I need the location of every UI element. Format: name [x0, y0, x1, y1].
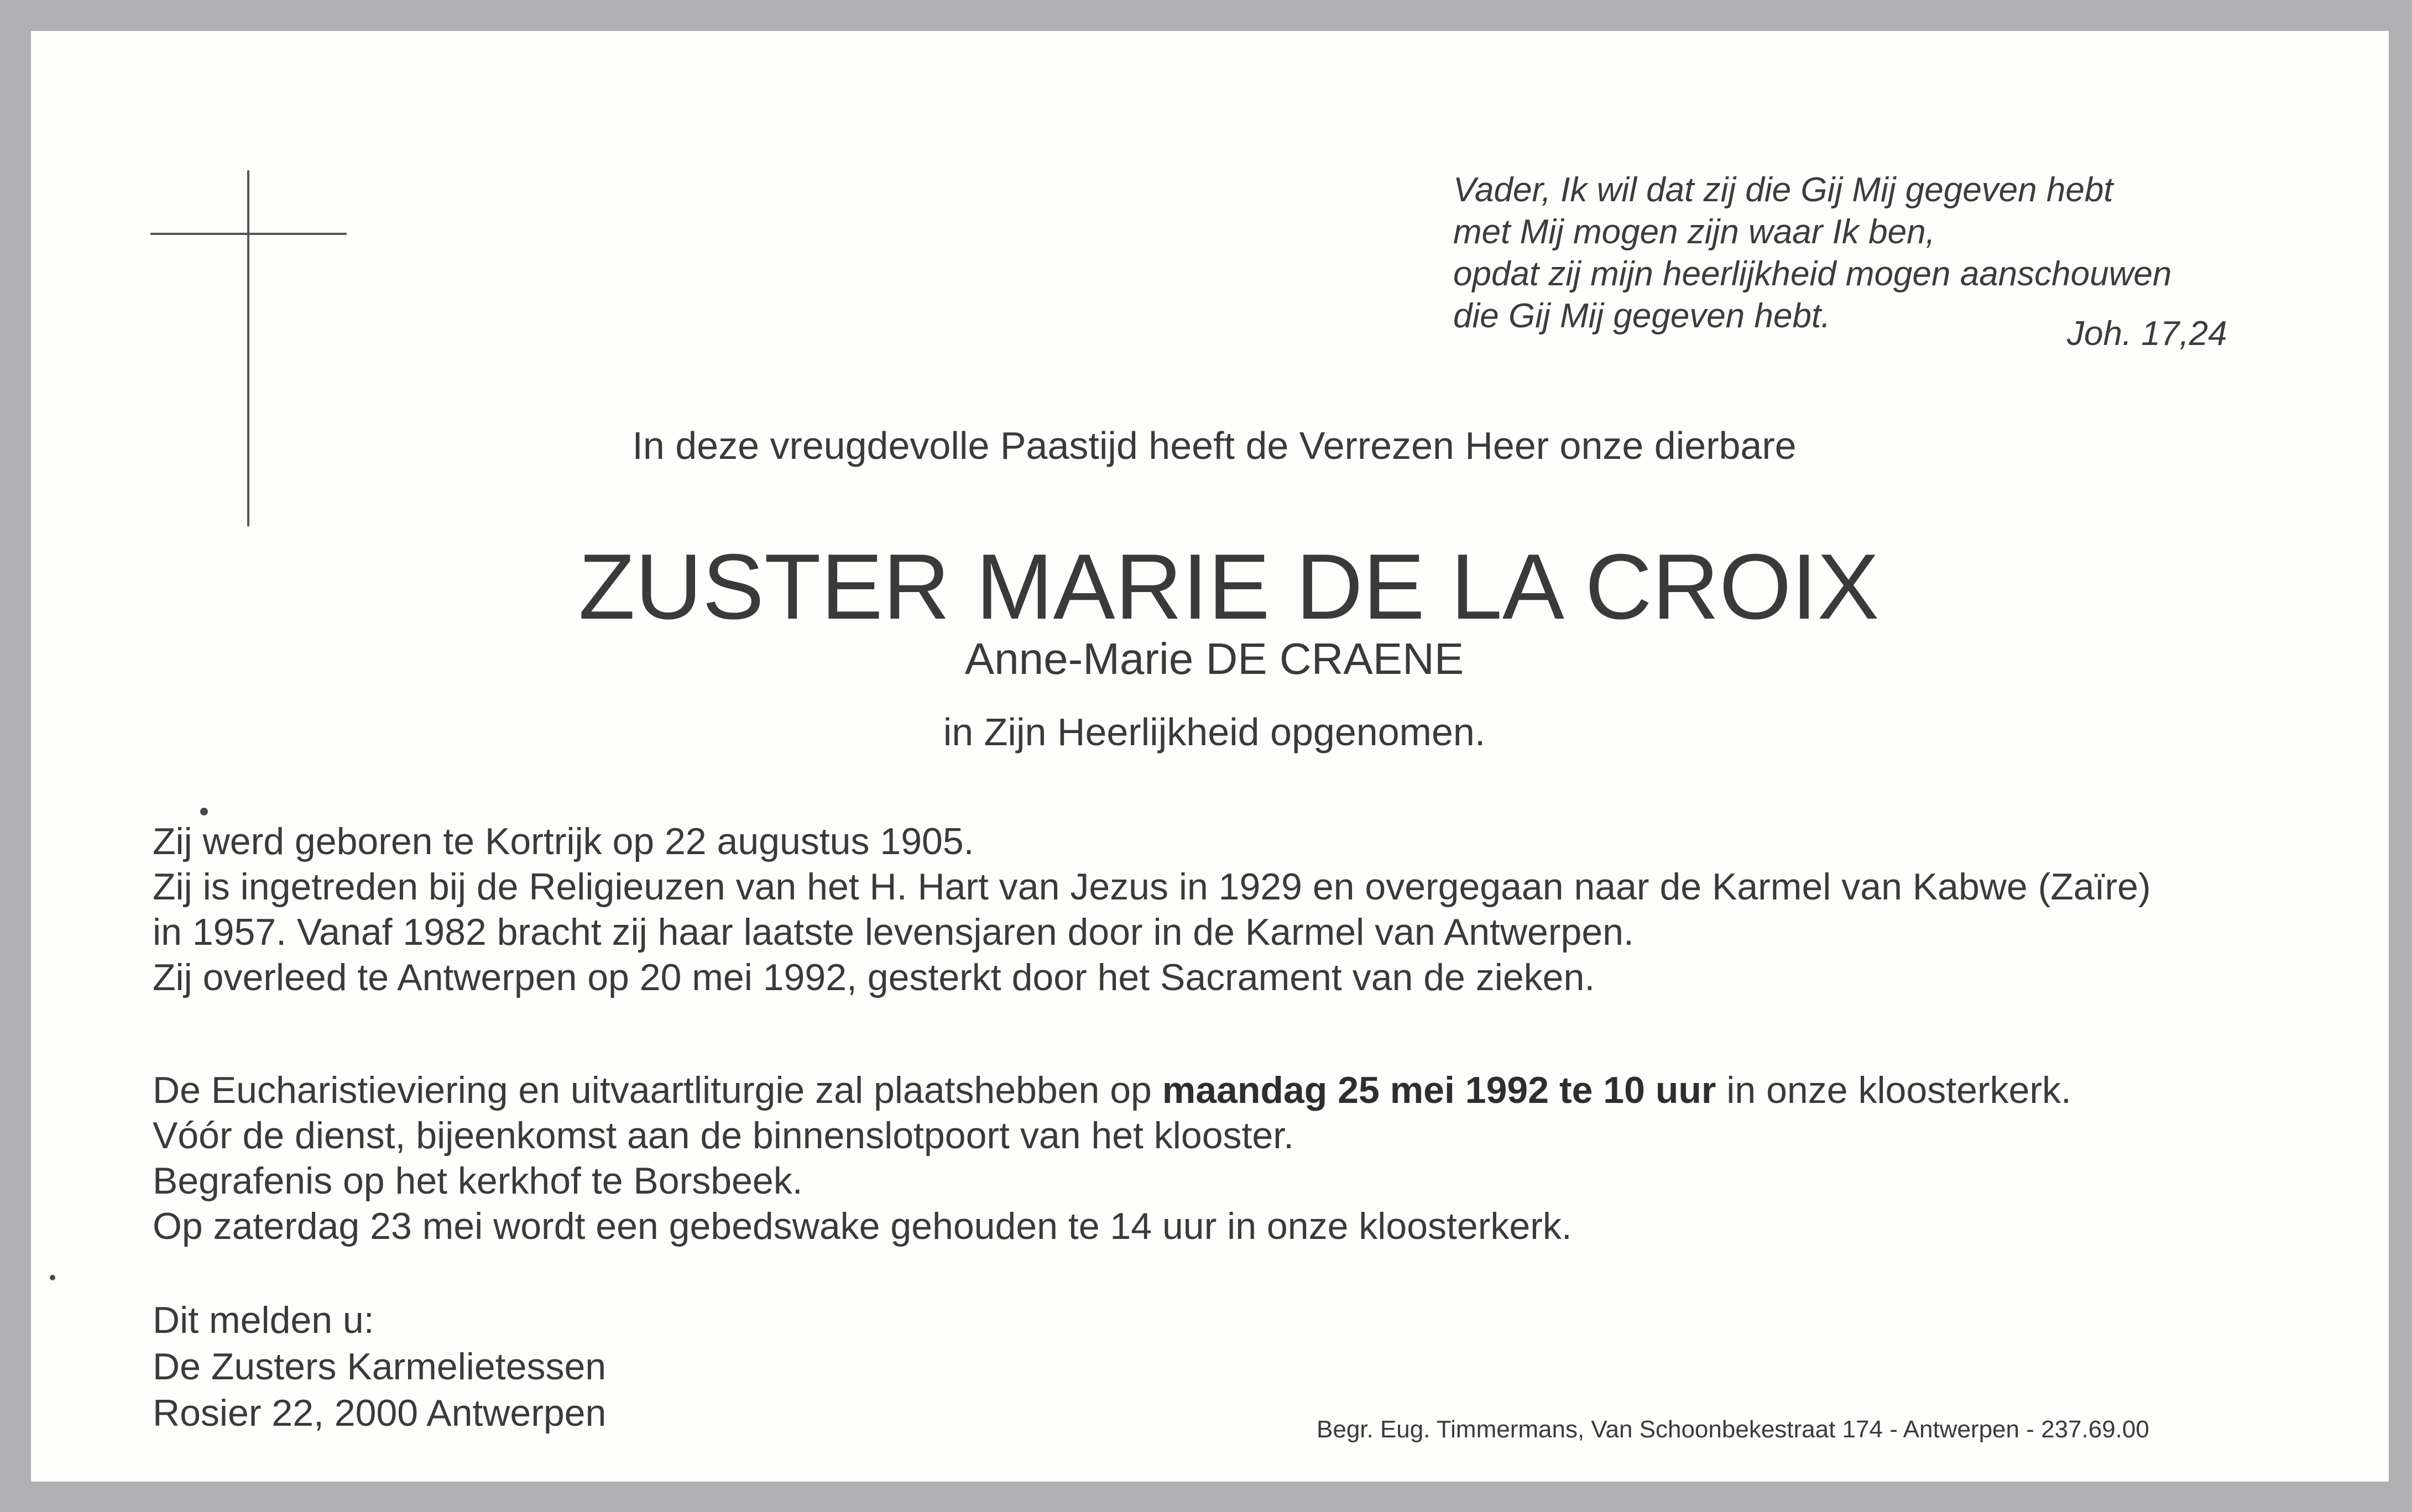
intro-text: In deze vreugdevolle Paastijd heeft de Verrezen Heer onze dierbare: [632, 424, 1797, 467]
funeral-line: Begrafenis op het kerkhof te Borsbeek.: [153, 1160, 803, 1202]
funeral-service-date: maandag 25 mei 1992 te 10 uur: [1162, 1069, 1716, 1111]
funeral-line-service: [153, 1068, 2071, 1113]
received-text: in Zijn Heerlijkheid opgenomen.: [943, 710, 1486, 754]
speck-mark: [50, 1275, 55, 1280]
speck-mark: [200, 808, 208, 815]
funeral-line: Op zaterdag 23 mei wordt een gebedswake gehouden te 14 uur in onze kloosterkerk.: [153, 1205, 1572, 1247]
funeral-line: Vóór de dienst, bijeenkomst aan de binnenslotpoort van het klooster.: [153, 1115, 1294, 1157]
sender-block: [153, 1297, 606, 1436]
bio-line: Zij overleed te Antwerpen op 20 mei 1992, gesterkt door het Sacrament van de zieken.: [153, 956, 1595, 998]
cross-vertical-bar: [247, 170, 249, 526]
verse-line: die Gij Mij gegeven hebt.: [1453, 297, 1831, 335]
bio-line: Zij werd geboren te Kortrijk op 22 augustus 1905.: [153, 820, 974, 862]
civil-name: Anne-Marie DE CRAENE: [964, 634, 1464, 683]
bible-verse: [1453, 169, 2316, 337]
biography: [153, 819, 2151, 1000]
cross-horizontal-bar: [150, 233, 347, 235]
sender-line: Dit melden u:: [153, 1299, 374, 1341]
sender-line: Rosier 22, 2000 Antwerpen: [153, 1392, 607, 1434]
bio-line: in 1957. Vanaf 1982 bracht zij haar laatste levensjaren door in de Karmel van Antwerpen.: [153, 911, 1634, 953]
mourning-card: [31, 31, 2389, 1482]
verse-reference: Joh. 17,24: [2067, 315, 2227, 353]
bio-line: Zij is ingetreden bij de Religieuzen van het H. Hart van Jezus in 1929 en overgegaan naar de Karmel van Kabwe (Zaïre): [153, 866, 2151, 908]
verse-line: opdat zij mijn heerlijkheid mogen aanschouwen: [1453, 255, 2172, 293]
verse-line: Vader, Ik wil dat zij die Gij Mij gegeven hebt: [1453, 171, 2113, 209]
funeral-service-text: De Eucharistieviering en uitvaartliturgie zal plaatshebben op: [153, 1069, 1152, 1111]
deceased-name: ZUSTER MARIE DE LA CROIX: [578, 535, 1880, 639]
printer-imprint: Begr. Eug. Timmermans, Van Schoonbekestraat 174 - Antwerpen - 237.69.00: [1317, 1416, 2149, 1443]
funeral-details: [153, 1068, 2071, 1249]
funeral-service-place: in onze kloosterkerk.: [1726, 1069, 2071, 1111]
verse-line: met Mij mogen zijn waar Ik ben,: [1453, 213, 1935, 251]
sender-line: De Zusters Karmelietessen: [153, 1346, 607, 1388]
